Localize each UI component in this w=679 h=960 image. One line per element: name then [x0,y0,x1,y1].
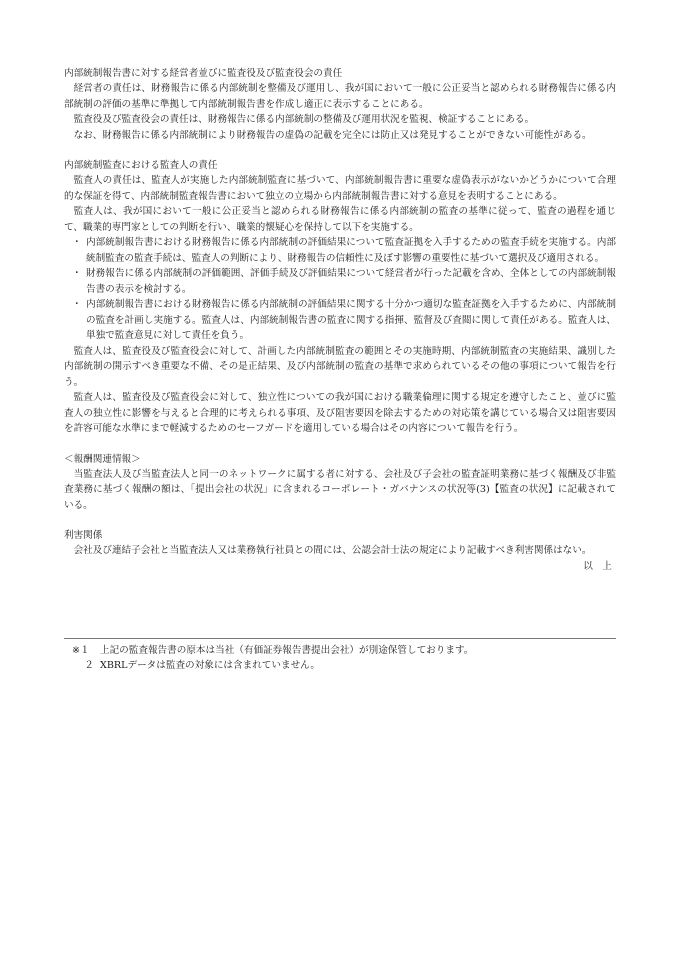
management-heading: 内部統制報告書に対する経営者並びに監査役及び監査役会の責任 [64,68,343,79]
bullet-item [64,235,616,266]
bullet-mark: ・ [72,299,82,310]
footnote-item [72,643,612,658]
bullet-mark: ・ [72,237,82,248]
management-paragraph: なお、財務報告に係る内部統制により財務報告の虚偽の記載を完全には防止又は発見することができない可能性がある。 [73,129,592,141]
footnote-mark: ※１ [72,645,90,656]
footnotes [72,643,612,673]
bullet-text: 財務報告に係る内部統制の評価範囲、評価手続及び評価結果について経営者が行った記載を含め、全体としての内部統制報告書の表示を検討する。 [86,268,616,295]
bullet-text: 内部統制報告書における財務報告に係る内部統制の評価結果について監査証拠を入手するための監査手続を実施する。内部統制監査の監査手続は、監査人の判断により、財務報告の信頼性に及ぼす影響の重要性に基づいて選択及び適用される。 [86,237,616,264]
footnote-mark: ２ [84,660,94,671]
document-body [64,66,616,574]
footnote-text: XBRLデータは監査の対象には含まれていません。 [100,660,320,671]
auditor-paragraph: 監査人は、我が国において一般に公正妥当と認められる財務報告に係る内部統制の監査の基準に従って、監査の過程を通じて、職業的専門家としての判断を行い、職業的懐疑心を保持して以下を実施する。 [64,206,616,233]
bullet-text: 内部統制報告書における財務報告に係る内部統制の評価結果に関する十分かつ適切な監査証拠を入手するために、内部統制の監査を計画し実施する。監査人は、内部統制報告書の監査に関する指揮、監督及び査閲に関して責任がある。監査人は、単独で監査意見に対して責任を負う。 [86,299,616,341]
bullet-item [64,266,616,297]
management-paragraph: 経営者の責任は、財務報告に係る内部統制を整備及び運用し、我が国において一般に公正妥当と認められる財務報告に係る内部統制の評価の基準に準拠して内部統制報告書を作成し適正に表示することにある。 [64,83,616,110]
interest-paragraph: 会社及び連結子会社と当監査法人又は業務執行社員との間には、公認会計士法の規定により記載すべき利害関係はない。 [73,545,592,556]
spacer [64,437,616,452]
footnote-item [72,658,612,673]
interest-heading: 利害関係 [64,530,103,541]
footnote-text: 上記の監査報告書の原本は当社（有価証券報告書提出会社）が別途保管しております。 [100,645,474,656]
compensation-paragraph: 当監査法人及び当監査法人と同一のネットワークに属する者に対する、会社及び子会社の監査証明業務に基づく報酬及び非監査業務に基づく報酬の額は、「提出会社の状況」に含まれるコーポレート・ガバナンスの状況等(3)【監査の状況】に記載されている。 [64,468,616,511]
bullet-item [64,297,616,344]
compensation-heading: ＜報酬関連情報＞ [64,453,141,465]
auditor-paragraph: 監査人は、監査役及び監査役会に対して、独立性についての我が国における職業倫理に関する規定を遵守したこと、並びに監査人の独立性に影響を与えると合理的に考えられる事項、及び阻害要因を除去するための対応策を講じている場合又は阻害要因を許容可能な水準にまで軽減するためのセーフガードを適用している場合はその内容について報告を行う。 [64,392,616,434]
spacer [64,513,616,528]
footnote-divider [64,638,616,639]
closing-mark: 以 上 [583,560,612,572]
auditor-heading: 内部統制監査における監査人の責任 [64,160,218,171]
spacer [64,143,616,158]
bullet-mark: ・ [72,268,82,279]
auditor-paragraph: 監査人の責任は、監査人が実施した内部統制監査に基づいて、内部統制報告書に重要な虚偽表示がないかどうかについて合理的な保証を得て、内部統制監査報告書において独立の立場から内部統制報告書に対する意見を表明することにある。 [64,175,616,202]
management-paragraph: 監査役及び監査役会の責任は、財務報告に係る内部統制の整備及び運用状況を監視、検証することにある。 [73,114,535,125]
auditor-paragraph: 監査人は、監査役及び監査役会に対して、計画した内部統制監査の範囲とその実施時期、内部統制監査の実施結果、識別した内部統制の開示すべき重要な不備、その是正結果、及び内部統制の監査の基準で求められているその他の事項について報告を行う。 [64,345,616,388]
